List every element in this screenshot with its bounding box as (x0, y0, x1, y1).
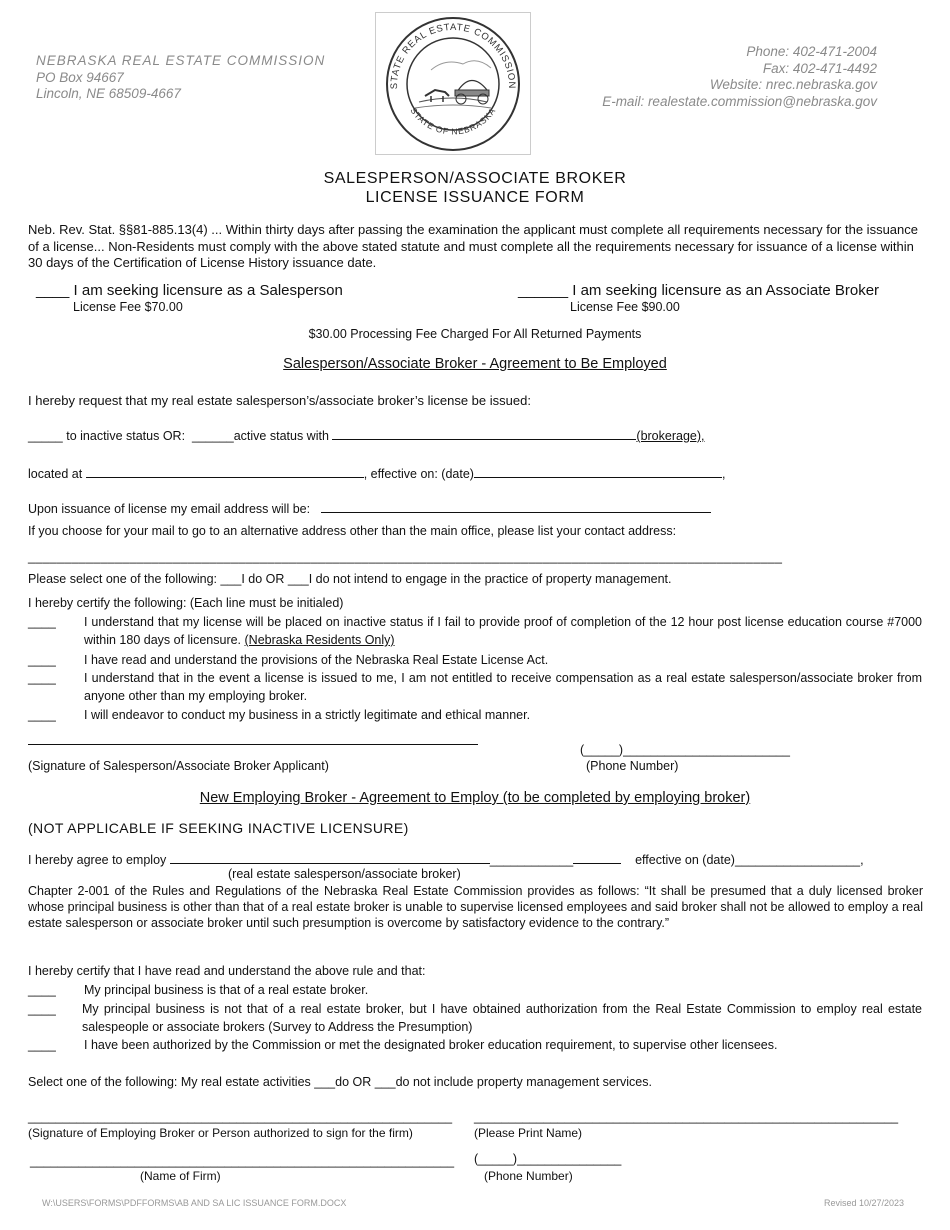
inactive-status-label: to inactive status OR: (66, 429, 186, 443)
revised-date-footer: Revised 10/27/2023 (824, 1198, 905, 1208)
effective-date-field[interactable] (474, 465, 722, 478)
broker-initial-blank[interactable]: ____ (28, 1002, 56, 1016)
broker-phone-label: (Phone Number) (484, 1169, 573, 1183)
certify-item-license-act: I have read and understand the provisions of the Nebraska Real Estate License Act. (84, 653, 549, 667)
email-row (28, 500, 711, 516)
applicant-phone-field[interactable]: (_____)________________________ (580, 743, 790, 757)
associate-broker-blank[interactable]: ______ (518, 282, 569, 299)
not-applicable-note: (NOT APPLICABLE IF SEEKING INACTIVE LICENSURE) (28, 820, 409, 836)
broker-phone-field[interactable]: (_____)_______________ (474, 1152, 622, 1166)
associate-broker-option[interactable] (518, 282, 879, 299)
broker-signature-field[interactable]: _____________________________________________________________ (28, 1110, 453, 1124)
active-status-label: active status with (233, 429, 329, 443)
org-name: NEBRASKA REAL ESTATE COMMISSION (36, 53, 326, 68)
initial-blank[interactable]: ____ (28, 671, 56, 685)
broker-print-name-label: (Please Print Name) (474, 1126, 583, 1140)
location-row (28, 465, 725, 481)
effective-date-label: , effective on: (date) (363, 467, 474, 481)
broker-initial-blank[interactable]: ____ (28, 983, 56, 997)
broker-item-supervise: I have been authorized by the Commission or met the designated broker education requirement, to supervise other licensees. (84, 1038, 778, 1052)
status-row (28, 427, 705, 443)
commission-contact (602, 44, 877, 110)
active-status-blank[interactable]: ______ (192, 429, 234, 443)
property-management-select[interactable]: Please select one of the following: ___I do OR ___I do not intend to engage in the practice of property management. (28, 572, 672, 586)
title-line-1: SALESPERSON/ASSOCIATE BROKER (323, 170, 627, 187)
inactive-status-blank[interactable]: _____ (28, 429, 63, 443)
state-seal-icon (375, 12, 531, 155)
employee-name-sublabel: (real estate salesperson/associate broker) (228, 867, 461, 881)
statute-paragraph: Neb. Rev. Stat. §§81-885.13(4) ... Within thirty days after passing the examination the applicant must complete all requirements necessary for the issuance of a license... Non-Residents must comply with the above stated statute and must complete all the requirements necessary for issuance of a license within 30 days of the Certification of License History issuance date. (28, 222, 918, 270)
employee-name-blank[interactable]: ____________ (489, 853, 574, 867)
processing-fee-note: $30.00 Processing Fee Charged For All Returned Payments (308, 327, 642, 341)
applicant-signature-label: (Signature of Salesperson/Associate Broker Applicant) (28, 759, 329, 773)
broker-item-principal: My principal business is that of a real estate broker. (84, 983, 369, 997)
email: E-mail: realestate.commission@nebraska.gov (602, 93, 877, 109)
seal-top-text: STATE REAL ESTATE COMMISSION (388, 21, 518, 90)
associate-broker-fee: License Fee $90.00 (570, 300, 680, 314)
salesperson-label: I am seeking licensure as a Salesperson (73, 282, 343, 299)
salesperson-fee: License Fee $70.00 (73, 300, 183, 314)
location-comma: , (721, 467, 726, 481)
applicant-signature-field[interactable] (28, 744, 478, 745)
certify-item-compensation: I understand that in the event a license is issued to me, I am not entitled to receive compensation as a real estate salesperson/associate broker from anyone other than my employing broker. (84, 671, 922, 703)
city-state-zip: Lincoln, NE 68509-4667 (36, 86, 181, 101)
commission-address (36, 53, 325, 103)
phone: Phone: 402-471-2004 (746, 44, 877, 59)
certify-text: I hereby certify the following: (Each line must be initialed) (28, 596, 344, 610)
email-label: Upon issuance of license my email address will be: (28, 502, 311, 516)
broker-initial-blank[interactable]: ____ (28, 1038, 56, 1052)
agree-to-employ-label: I hereby agree to employ (28, 853, 167, 867)
associate-broker-label: I am seeking licensure as an Associate Broker (572, 282, 880, 299)
seal-bottom-text: STATE OF NEBRASKA (408, 105, 498, 137)
firm-name-label: (Name of Firm) (140, 1169, 221, 1183)
salesperson-blank[interactable]: ____ (36, 282, 70, 299)
po-box: PO Box 94667 (36, 69, 124, 85)
form-title (0, 169, 950, 207)
alt-address-field[interactable]: ________________________________________________________________________________________________________ (28, 550, 783, 564)
fax: Fax: 402-471-4492 (762, 60, 877, 76)
file-path-footer: W:\USERS\FORMS\PDFFORMS\AB AND SA LIC ISSUANCE FORM.DOCX (42, 1198, 347, 1208)
broker-item-authorization: My principal business is not that of a real estate broker, but I have obtained authorization from the Real Estate Commission to employ real estate salespeople or associate brokers (Survey to Address the Presumption) (82, 1002, 922, 1034)
certify-item-ethical: I will endeavor to conduct my business in a strictly legitimate and ethical manner. (84, 708, 531, 722)
initial-blank[interactable]: ____ (28, 615, 56, 629)
agree-to-employ-row (28, 851, 864, 867)
broker-certify-text: I hereby certify that I have read and understand the above rule and that: (28, 964, 426, 978)
certify-item-education (84, 613, 922, 649)
applicant-phone-label: (Phone Number) (586, 759, 679, 773)
firm-name-field[interactable]: _____________________________________________________________ (30, 1154, 455, 1168)
employee-name-field-end[interactable] (573, 851, 621, 864)
alt-address-text: If you choose for your mail to go to an alternative address other than the main office, please list your contact address: (28, 524, 677, 538)
residents-only-note: (Nebraska Residents Only) (244, 633, 395, 647)
certify-item-text: I understand that my license will be placed on inactive status if I fail to provide proof of completion of the 12 hour post license education course #7000 within 180 days of licensure. (84, 615, 922, 647)
email-field[interactable] (321, 500, 711, 513)
agreement-to-employ-heading: New Employing Broker - Agreement to Employ (to be completed by employing broker) (199, 790, 751, 806)
initial-blank[interactable]: ____ (28, 708, 56, 722)
broker-signature-label: (Signature of Employing Broker or Person authorized to sign for the firm) (28, 1126, 413, 1140)
located-at-field[interactable] (86, 465, 364, 478)
employ-effective-date[interactable]: effective on (date)__________________, (635, 853, 864, 867)
license-request-text: I hereby request that my real estate salesperson’s/associate broker’s license be issued: (28, 393, 531, 408)
salesperson-option[interactable] (36, 282, 343, 299)
broker-pm-select[interactable]: Select one of the following: My real estate activities ___do OR ___do not include property management services. (28, 1075, 652, 1089)
chapter-rule-paragraph: Chapter 2-001 of the Rules and Regulations of the Nebraska Real Estate Commission provides as follows: “It shall be presumed that a duly licensed broker whose principal business is other than that of a real estate broker is unable to supervise licensed employees and said broker shall not be allowed to employ a real estate salesperson or associate broker until such presumption is overcome by satisfactory evidence to the contrary.” (28, 884, 923, 930)
website: Website: nrec.nebraska.gov (709, 77, 877, 92)
brokerage-field[interactable] (332, 427, 636, 440)
initial-blank[interactable]: ____ (28, 653, 56, 667)
located-at-label: located at (28, 467, 83, 481)
broker-print-name-field[interactable]: _____________________________________________________________ (474, 1110, 899, 1124)
title-line-2: LICENSE ISSUANCE FORM (365, 189, 585, 206)
employee-name-field[interactable] (170, 851, 490, 864)
brokerage-label: (brokerage), (636, 429, 705, 443)
agreement-to-be-employed-heading: Salesperson/Associate Broker - Agreement to Be Employed (283, 356, 667, 372)
